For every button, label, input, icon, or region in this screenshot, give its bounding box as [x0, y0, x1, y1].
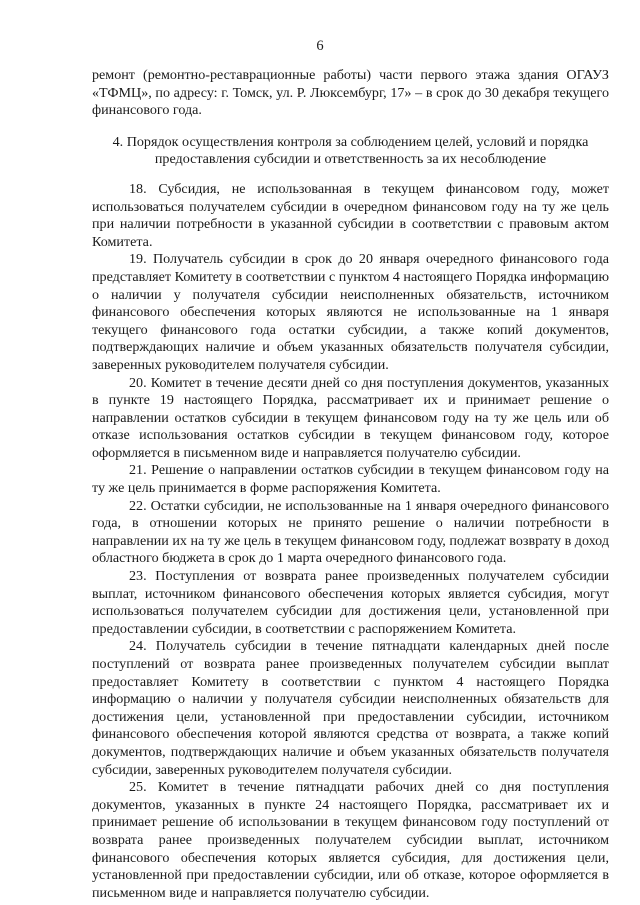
- paragraph-20: 20. Комитет в течение десяти дней со дня поступления документов, указанных в пункте 19 настоящего Порядка, рассматривает их и принимает решение о направлении остатков субсидии в текущем финансовом году на ту же цель или об отказе использования остатков субсидии в текущем финансовом году, которое оформляется в письменном виде и направляется получателю субсидии.: [92, 374, 609, 461]
- section-heading-line1: 4. Порядок осуществления контроля за соблюдением целей, условий и порядка: [112, 133, 589, 150]
- paragraph-24: 24. Получатель субсидии в течение пятнадцати календарных дней после поступлений от возврата ранее произведенных получателем субсидии выплат предоставляет Комитету в соответствии с пунктом 4 настоящего Порядка информацию о наличии у получателя субсидии неисполненных обязательств для достижения цели, установленной при предоставлении субсидии, источником финансового обеспечения которой являются средства от возврата, а также копий документов, подтверждающих наличие и объем указанных обязательств получателя субсидии, заверенных руководителем получателя субсидии.: [92, 638, 609, 778]
- paragraph-18: 18. Субсидия, не использованная в текущем финансовом году, может использоваться получателем субсидии в очередном финансовом году на ту же цель при наличии потребности в указанной субсидии в соответствии с правовым актом Комитета.: [92, 180, 609, 250]
- paragraph-25: 25. Комитет в течение пятнадцати рабочих дней со дня поступления документов, указанных в пункте 24 настоящего Порядка, рассматривает их и принимает решение об использовании в текущем финансовом году поступлений от возврата ранее произведенных получателем субсидии выплат, источником финансового обеспечения которых является субсидия, для достижения цели, установленной при предоставлении субсидии, или об отказе, которое оформляется в письменном виде и направляется получателю субсидии.: [92, 779, 609, 901]
- paragraph-22: 22. Остатки субсидии, не использованные на 1 января очередного финансового года, в отношении которых не принято решение о наличии потребности в направлении их на ту же цель в текущем финансовом году, подлежат возврату в доход областного бюджета в срок до 1 марта очередного финансового года.: [92, 497, 609, 567]
- section-heading-line2: предоставления субсидии и ответственность за их несоблюдение: [154, 151, 547, 168]
- document-body: [92, 67, 609, 902]
- section-heading: [92, 134, 609, 169]
- paragraph-19: 19. Получатель субсидии в срок до 20 января очередного финансового года представляет Комитету в соответствии с пунктом 4 настоящего Порядка информацию о наличии у получателя субсидии неисполненных обязательств, источником финансового обеспечения которых являются не использованные на 1 января текущего финансового года остатки субсидии, а также копий документов, подтверждающих наличие и объем указанных обязательств получателя субсидии, заверенных руководителем получателя субсидии.: [92, 251, 609, 373]
- paragraph-21: 21. Решение о направлении остатков субсидии в текущем финансовом году на ту же цель принимается в форме распоряжения Комитета.: [92, 462, 609, 497]
- page-number: 6: [316, 38, 324, 54]
- intro-paragraph: ремонт (ремонтно-реставрационные работы) части первого этажа здания ОГАУЗ «ТФМЦ», по адресу: г. Томск, ул. Р. Люксембург, 17» – в срок до 30 декабря текущего финансового года.: [92, 67, 609, 119]
- paragraph-23: 23. Поступления от возврата ранее произведенных получателем субсидии выплат, источником финансового обеспечения которых является субсидия, могут использоваться получателем субсидии для достижения цели, установленной при предоставлении субсидии, в соответствии с распоряжением Комитета.: [92, 568, 609, 637]
